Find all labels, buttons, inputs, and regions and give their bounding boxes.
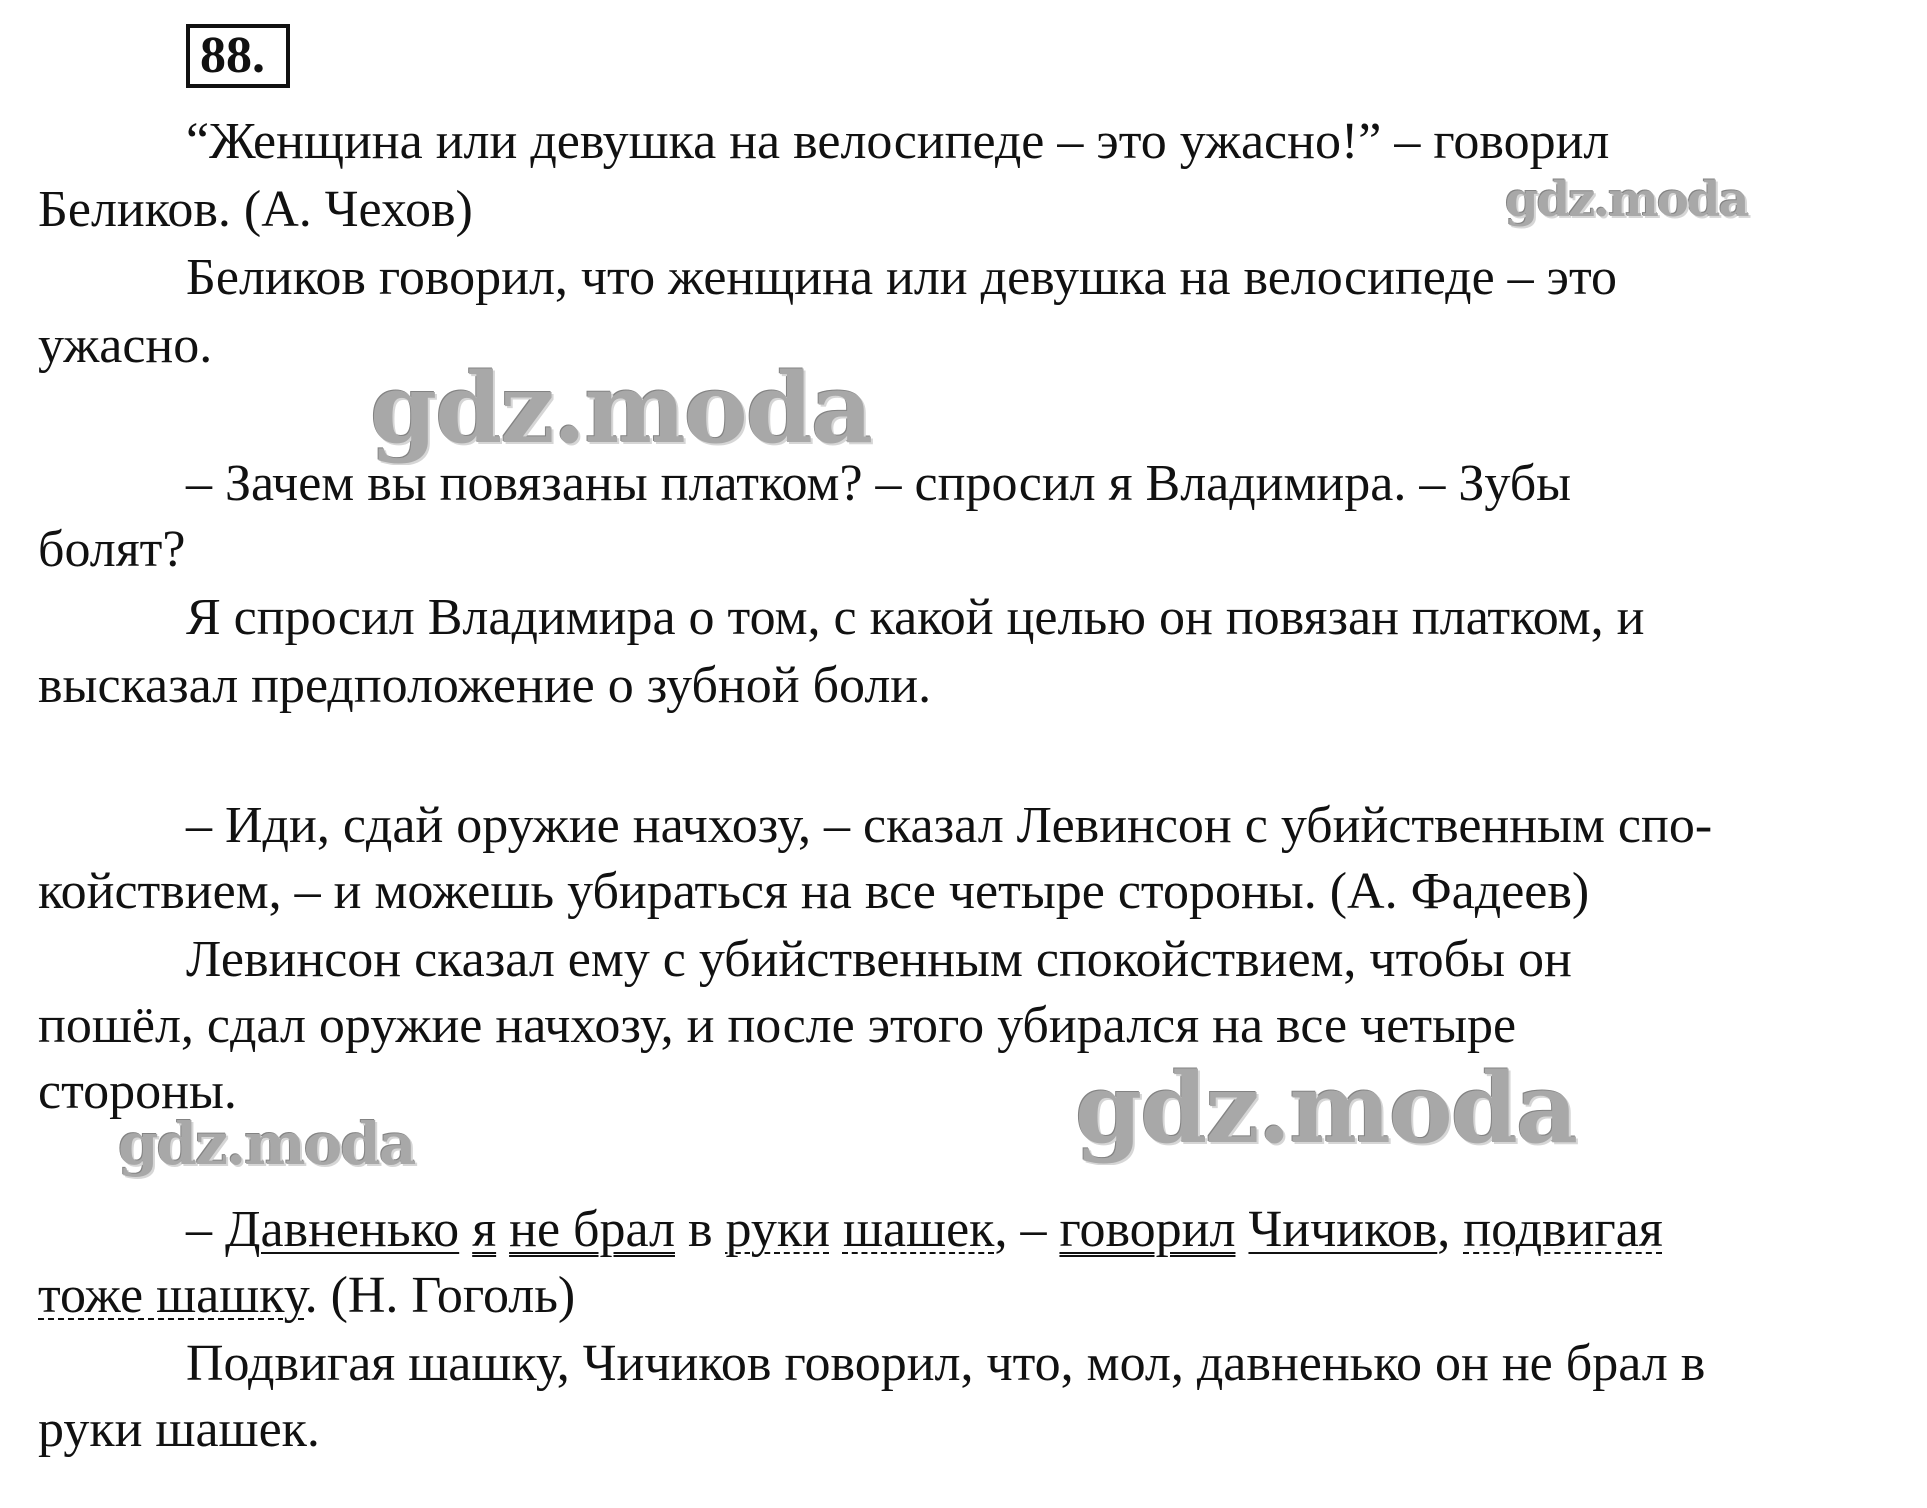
- text-line: койствием, – и можешь убираться на все четыре стороны. (А. Фадеев): [38, 863, 1590, 920]
- text-line: высказал предположение о зубной боли.: [38, 657, 932, 714]
- exercise-number: 88.: [186, 24, 290, 88]
- text-line: стороны.: [38, 1063, 237, 1120]
- text-line: Подвигая шашку, Чичиков говорил, что, мол, давненько он не брал в: [186, 1335, 1706, 1392]
- text-fragment: . (Н. Гоголь): [304, 1267, 576, 1324]
- watermark: gdz.moda: [1505, 172, 1748, 228]
- text-fragment: [830, 1201, 843, 1258]
- underlined-word: я: [472, 1201, 497, 1258]
- underlined-line: [38, 1266, 575, 1326]
- underlined-word: руки: [725, 1201, 830, 1258]
- text-fragment: [496, 1201, 509, 1258]
- text-line: “Женщина или девушка на велосипеде – это ужасно!” – говорил: [186, 113, 1610, 170]
- text-fragment: ,: [1437, 1201, 1464, 1258]
- text-line: Я спросил Владимира о том, с какой целью он повязан платком, и: [186, 589, 1645, 646]
- underlined-word: тоже шашку: [38, 1267, 305, 1324]
- underlined-word: шашек: [842, 1201, 995, 1258]
- text-line: Беликов. (А. Чехов): [38, 181, 473, 238]
- underlined-word: не брал: [509, 1201, 675, 1258]
- text-fragment: в: [674, 1201, 726, 1258]
- underlined-word: подвигая: [1463, 1201, 1663, 1258]
- underlined-word: говорил: [1059, 1201, 1236, 1258]
- watermark: gdz.moda: [370, 352, 872, 465]
- text-line: Беликов говорил, что женщина или девушка на велосипеде – это: [186, 249, 1618, 306]
- text-line: руки шашек.: [38, 1401, 320, 1458]
- text-line: – Иди, сдай оружие начхозу, – сказал Левинсон с убийственным спо-: [186, 797, 1713, 854]
- watermark: gdz.moda: [1075, 1052, 1577, 1165]
- underlined-word: Чичиков: [1248, 1201, 1438, 1258]
- text-fragment: , –: [994, 1201, 1060, 1258]
- text-line: болят?: [38, 521, 186, 578]
- watermark: gdz.moda: [118, 1110, 415, 1178]
- underlined-word: Давненько: [225, 1201, 460, 1258]
- text-line: ужасно.: [38, 317, 213, 374]
- text-line: пошёл, сдал оружие начхозу, и после этого убирался на все четыре: [38, 997, 1517, 1054]
- text-fragment: [459, 1201, 472, 1258]
- text-fragment: –: [186, 1201, 225, 1258]
- text-fragment: [1235, 1201, 1248, 1258]
- underlined-line: [186, 1200, 1663, 1260]
- text-line: Левинсон сказал ему с убийственным спокойствием, чтобы он: [186, 931, 1572, 988]
- text-line: – Зачем вы повязаны платком? – спросил я Владимира. – Зубы: [186, 455, 1572, 512]
